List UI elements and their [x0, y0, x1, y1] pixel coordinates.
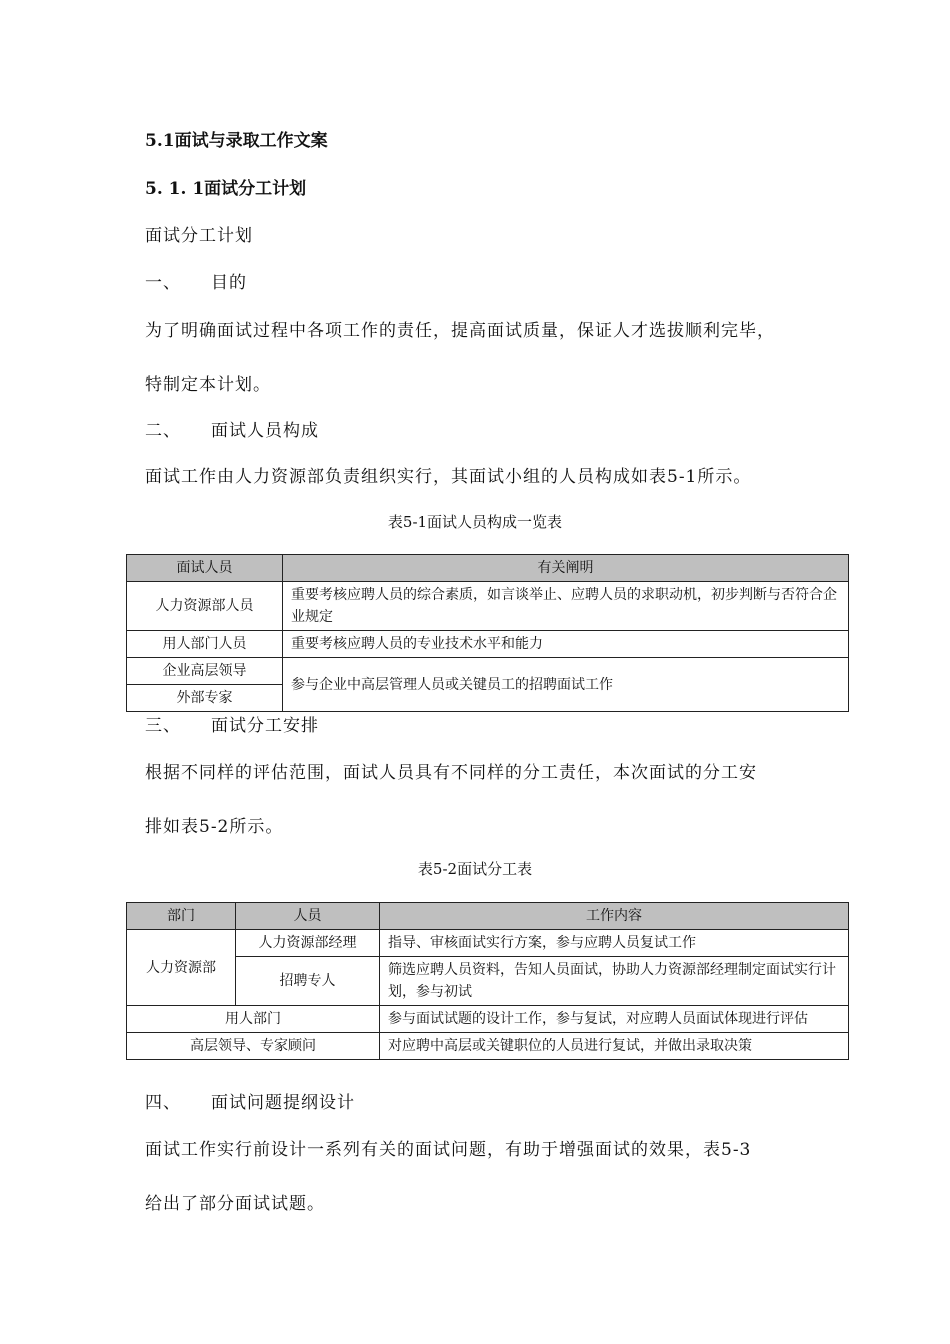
- paragraph-3-line-2: 排如表5-2所示。: [145, 817, 284, 837]
- table-cell-work: 指导、审核面试实行方案，参与应聘人员复试工作: [380, 930, 849, 957]
- section-number: 一、: [145, 273, 181, 293]
- table-header-cell: 部门: [127, 903, 236, 930]
- table-cell-work: 对应聘中高层或关键职位的人员进行复试，并做出录取决策: [380, 1033, 849, 1060]
- table-row: [127, 930, 849, 957]
- section-4-heading: [145, 1088, 355, 1113]
- heading-section: 5.1面试与录取工作文案: [145, 131, 328, 151]
- document-title: 面试分工计划: [145, 226, 253, 246]
- table-cell-work: 参与面试试题的设计工作，参与复试，对应聘人员面试体现进行评估: [380, 1006, 849, 1033]
- table-cell-person: 用人部门人员: [127, 631, 283, 658]
- table-cell-person: 人力资源部经理: [236, 930, 380, 957]
- table-header-cell: 人员: [236, 903, 380, 930]
- paragraph-4-line-1: 面试工作实行前设计一系列有关的面试问题，有助于增强面试的效果，表5-3: [145, 1140, 752, 1160]
- section-title: 面试问题提纲设计: [211, 1093, 355, 1113]
- section-title: 目的: [211, 273, 247, 293]
- section-2-heading: [145, 416, 319, 441]
- section-number: 四、: [145, 1093, 181, 1113]
- table-header-row: [127, 555, 849, 582]
- section-3-heading: [145, 711, 319, 736]
- table-row: [127, 1006, 849, 1033]
- table-cell-dept: 高层领导、专家顾问: [127, 1033, 380, 1060]
- table-row: [127, 582, 849, 631]
- paragraph-3-line-1: 根据不同样的评估范围，面试人员具有不同样的分工责任，本次面试的分工安: [145, 763, 757, 783]
- table-division-of-work: [126, 902, 849, 1060]
- table-cell-dept: 用人部门: [127, 1006, 380, 1033]
- section-title: 面试人员构成: [211, 421, 319, 441]
- table-cell-person: 外部专家: [127, 685, 283, 712]
- paragraph-1-line-1: 为了明确面试过程中各项工作的责任，提高面试质量，保证人才选拔顺利完毕，: [145, 321, 775, 341]
- paragraph-4-line-2: 给出了部分面试试题。: [145, 1194, 325, 1214]
- paragraph-2: 面试工作由人力资源部负责组织实行，其面试小组的人员构成如表5-1所示。: [145, 467, 752, 487]
- paragraph-1-line-2: 特制定本计划。: [145, 375, 271, 395]
- section-number: 二、: [145, 421, 181, 441]
- table-header-cell: 有关阐明: [283, 555, 849, 582]
- table-cell-desc: 重要考核应聘人员的综合素质，如言谈举止、应聘人员的求职动机，初步判断与否符合企业规定: [283, 582, 849, 631]
- table-personnel-composition: [126, 554, 849, 712]
- table-2-caption: 表5-2面试分工表: [417, 860, 533, 878]
- table-row: [127, 631, 849, 658]
- table-row: [127, 957, 849, 1006]
- section-title: 面试分工安排: [211, 716, 319, 736]
- table-cell-person: 企业高层领导: [127, 658, 283, 685]
- table-header-row: [127, 903, 849, 930]
- heading-subsection: 5. 1. 1面试分工计划: [145, 179, 307, 199]
- section-1-heading: [145, 268, 247, 293]
- table-row: [127, 658, 849, 685]
- table-cell-work: 筛选应聘人员资料，告知人员面试，协助人力资源部经理制定面试实行计划，参与初试: [380, 957, 849, 1006]
- section-number: 三、: [145, 716, 181, 736]
- table-cell-desc: 参与企业中高层管理人员或关键员工的招聘面试工作: [283, 658, 849, 712]
- table-1-caption: 表5-1面试人员构成一览表: [387, 513, 563, 531]
- table-cell-dept: 人力资源部: [127, 930, 236, 1006]
- table-cell-desc: 重要考核应聘人员的专业技术水平和能力: [283, 631, 849, 658]
- table-cell-person: 招聘专人: [236, 957, 380, 1006]
- table-row: [127, 1033, 849, 1060]
- table-header-cell: 面试人员: [127, 555, 283, 582]
- table-cell-person: 人力资源部人员: [127, 582, 283, 631]
- table-header-cell: 工作内容: [380, 903, 849, 930]
